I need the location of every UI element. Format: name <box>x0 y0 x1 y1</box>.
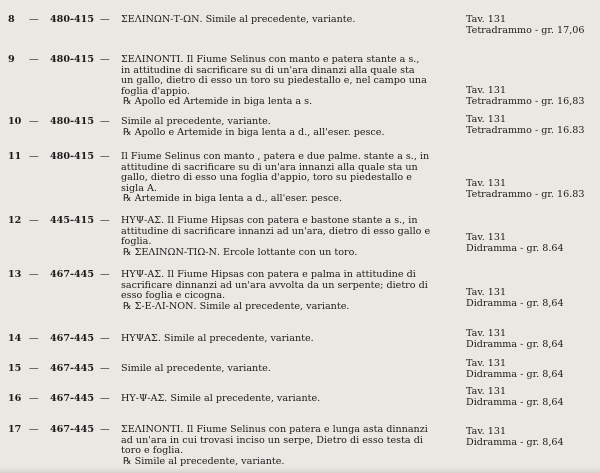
plate-weight-info <box>466 427 600 448</box>
plate-weight-info <box>466 86 600 107</box>
description-line: attitudine di sacrificare su di un'ara innanzi alla quale sta un <box>121 161 418 173</box>
description-line: ΗΥ-Ψ-ΑΣ. Simile al precedente, variante. <box>121 393 321 404</box>
description-line: Il Fiume Selinus con manto , patera e due palme. stante a s., in <box>121 151 430 162</box>
plate-weight-info <box>466 329 600 350</box>
plate-reference: Tav. 131 <box>466 114 507 125</box>
date-range: 445-415 <box>50 215 95 226</box>
entry-description <box>121 15 455 26</box>
plate-reference: Tav. 131 <box>466 328 507 339</box>
entry-number: 11 <box>8 151 22 162</box>
entry-number: 15 <box>8 363 22 374</box>
separator-dash: — <box>100 424 110 435</box>
separator-dash: — <box>29 269 39 280</box>
separator-dash: — <box>29 116 39 127</box>
separator-dash: — <box>100 54 110 65</box>
entry-description <box>121 425 455 467</box>
description-line: Simile al precedente, variante. <box>121 116 271 127</box>
coin-denomination-weight: Didramma - gr. 8.64 <box>466 242 564 254</box>
date-range: 480-415 <box>50 151 95 162</box>
entry-number: 10 <box>8 116 22 127</box>
plate-reference: Tav. 131 <box>466 426 507 437</box>
separator-dash: — <box>29 151 39 162</box>
entry-description <box>121 55 455 108</box>
scan-edge-shadow <box>0 467 600 473</box>
plate-reference: Tav. 131 <box>466 386 507 397</box>
separator-dash: — <box>29 393 39 404</box>
description-line: ΗΥΨ-ΑΣ. Il Fiume Hipsas con patera e bastone stante a s., in <box>121 215 418 226</box>
entry-number: 13 <box>8 269 22 280</box>
separator-dash: — <box>29 424 39 435</box>
separator-dash: — <box>100 333 110 344</box>
coin-denomination-weight: Didramma - gr. 8,64 <box>466 396 564 408</box>
plate-weight-info <box>466 115 600 136</box>
separator-dash: — <box>100 215 110 226</box>
description-line: foglia d'appio. <box>121 85 190 97</box>
description-line: esso foglia e cicogna. <box>121 290 226 302</box>
entry-number: 12 <box>8 215 22 226</box>
description-line: foglia. <box>121 236 152 248</box>
entry-description <box>121 270 455 312</box>
description-line: in attitudine di sacrificare su di un'ara dinanzi alla quale sta <box>121 64 415 76</box>
plate-reference: Tav. 131 <box>466 85 507 96</box>
description-line: ΗΥΨ-ΑΣ. Il Fiume Hipsas con patera e palma in attitudine di <box>121 269 416 280</box>
reverse-description: ℞ Apollo ed Artemide in biga lenta a s. <box>123 96 313 108</box>
entry-description <box>121 394 455 405</box>
description-line: ΣΕΛΙΝΟΝΤΙ. Il Fiume Selinus con manto e patera stante a s., <box>121 54 420 65</box>
description-line: ad un'ara in cui trovasi inciso un serpe, Dietro di esso testa di <box>121 434 423 446</box>
plate-weight-info <box>466 233 600 254</box>
entry-number: 16 <box>8 393 22 404</box>
date-range: 480-415 <box>50 116 95 127</box>
entry-description <box>121 216 455 258</box>
separator-dash: — <box>29 333 39 344</box>
plate-weight-info <box>466 387 600 408</box>
separator-dash: — <box>100 116 110 127</box>
description-line: toro e foglia. <box>121 445 184 457</box>
plate-reference: Tav. 131 <box>466 287 507 298</box>
plate-weight-info <box>466 15 600 36</box>
plate-weight-info <box>466 179 600 200</box>
separator-dash: — <box>29 363 39 374</box>
separator-dash: — <box>100 14 110 25</box>
separator-dash: — <box>29 215 39 226</box>
description-line: sigla A. <box>121 182 157 194</box>
separator-dash: — <box>100 393 110 404</box>
date-range: 467-445 <box>50 363 95 374</box>
coin-denomination-weight: Tetradrammo - gr. 16.83 <box>466 188 585 200</box>
description-line: attitudine di sacrificare innanzi ad un'ara, dietro di esso gallo e <box>121 225 431 237</box>
coin-denomination-weight: Didramma - gr. 8,64 <box>466 297 564 309</box>
plate-reference: Tav. 131 <box>466 178 507 189</box>
reverse-description: ℞ Σ-Ε-ΛΙ-ΝΟΝ. Simile al precedente, variante. <box>123 300 350 312</box>
description-line: sacrificare dinnanzi ad un'ara avvolta da un serpente; dietro di <box>121 279 428 291</box>
reverse-description: ℞ Artemide in biga lenta a d., all'eser. pesce. <box>123 193 343 205</box>
entry-description <box>121 117 455 138</box>
entry-description <box>121 152 455 205</box>
plate-reference: Tav. 131 <box>466 358 507 369</box>
date-range: 467-445 <box>50 393 95 404</box>
entry-number: 9 <box>8 54 15 65</box>
description-line: ΣΕΛΙΝΩΝ-Τ-ΩΝ. Simile al precedente, variante. <box>121 14 356 25</box>
coin-denomination-weight: Tetradrammo - gr. 17,06 <box>466 24 585 36</box>
date-range: 480-415 <box>50 14 95 25</box>
date-range: 467-445 <box>50 333 95 344</box>
reverse-description: ℞ Simile al precedente, variante. <box>123 455 285 467</box>
reverse-description: ℞ ΣΕΛΙΝΩΝ-ΤΙΩ-Ν. Ercole lottante con un toro. <box>123 246 358 258</box>
coin-denomination-weight: Tetradrammo - gr. 16.83 <box>466 124 585 136</box>
plate-weight-info <box>466 288 600 309</box>
description-line: ΣΕΛΙΝΟΝΤΙ. Il Fiume Selinus con patera e lunga asta dinnanzi <box>121 424 428 435</box>
entry-number: 8 <box>8 14 15 25</box>
plate-reference: Tav. 131 <box>466 14 507 25</box>
description-line: gallo, dietro di esso una foglia d'appio, toro su piedestallo e <box>121 172 412 184</box>
separator-dash: — <box>29 54 39 65</box>
date-range: 467-445 <box>50 424 95 435</box>
separator-dash: — <box>29 14 39 25</box>
entry-description <box>121 364 455 375</box>
separator-dash: — <box>100 151 110 162</box>
entry-description <box>121 334 455 345</box>
coin-denomination-weight: Didramma - gr. 8,64 <box>466 368 564 380</box>
description-line: un gallo, dietro di esso un toro su piedestallo e, nel campo una <box>121 75 427 87</box>
coin-denomination-weight: Tetradrammo - gr. 16,83 <box>466 95 585 107</box>
date-range: 480-415 <box>50 54 95 65</box>
plate-reference: Tav. 131 <box>466 232 507 243</box>
date-range: 467-445 <box>50 269 95 280</box>
entry-number: 17 <box>8 424 22 435</box>
separator-dash: — <box>100 363 110 374</box>
coin-denomination-weight: Didramma - gr. 8,64 <box>466 338 564 350</box>
description-line: ΗΥΨΑΣ. Simile al precedente, variante. <box>121 333 314 344</box>
reverse-description: ℞ Apollo e Artemide in biga lenta a d., all'eser. pesce. <box>123 126 385 138</box>
description-line: Simile al precedente, variante. <box>121 363 271 374</box>
plate-weight-info <box>466 359 600 380</box>
separator-dash: — <box>100 269 110 280</box>
coin-denomination-weight: Didramma - gr. 8,64 <box>466 436 564 448</box>
entry-number: 14 <box>8 333 22 344</box>
